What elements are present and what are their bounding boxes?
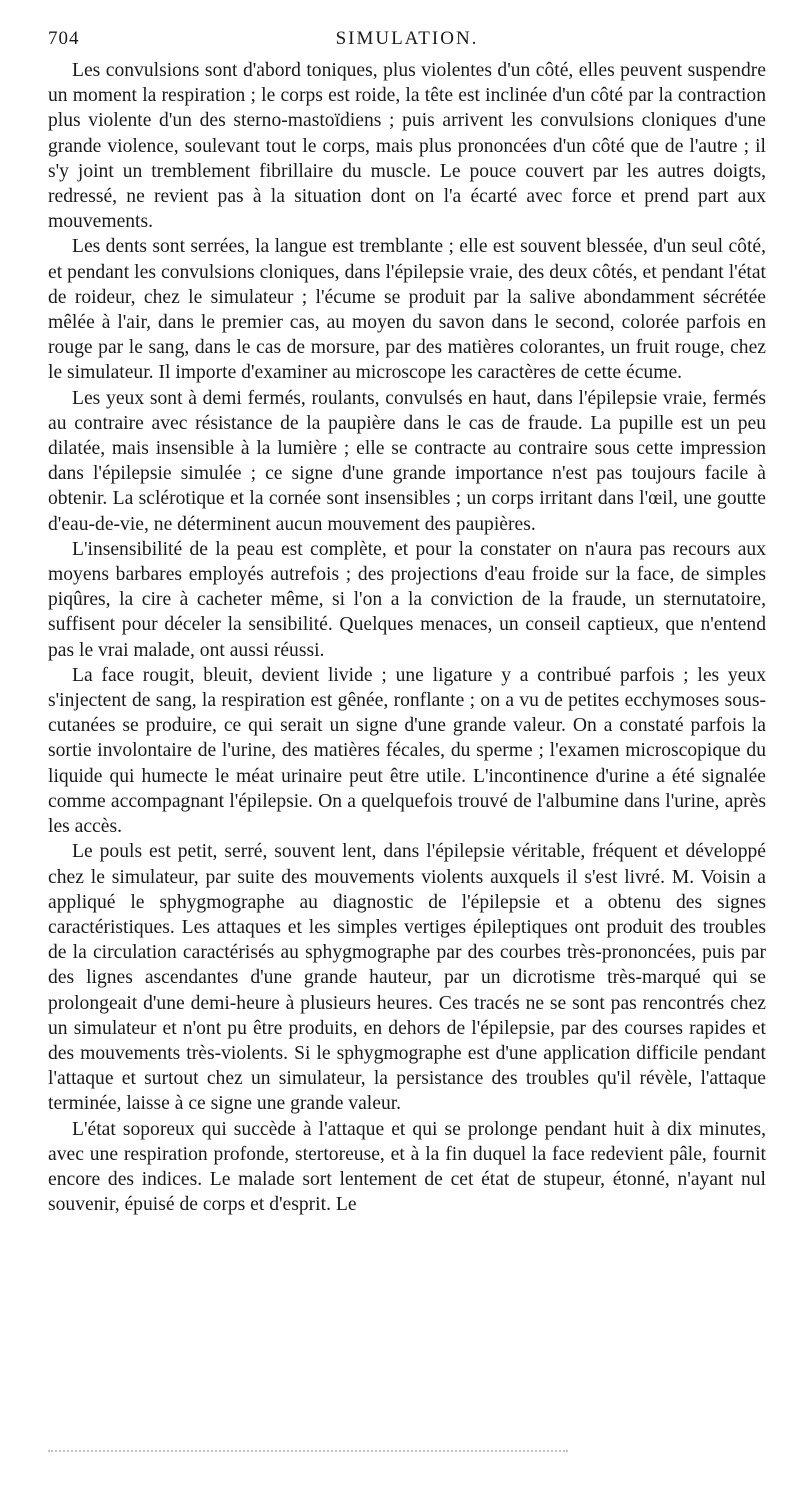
paragraph-teeth-tongue: Les dents sont serrées, la langue est tremblante ; elle est souvent blessée, d'un seul côté, et pendant les convulsions cloniques, dans l'épilepsie vraie, des deux côtés, et pendant l'état de roideur, chez le simulateur ; l'écume se produit par la salive abondamment sécrétée mêlée à l'air, dans le premier cas, au moyen du savon dans le second, colorée parfois en rouge par le sang, dans le cas de morsure, par des matières colorantes, un fruit rouge, chez le simulateur. Il importe d'examiner au microscope les caractères de cette écume. xyxy=(48,236,766,384)
paragraph-face-discharges: La face rougit, bleuit, devient livide ; une ligature y a contribué parfois ; les yeux s'injectent de sang, la respiration est gênée, ronflante ; on a vu de petites ecchymoses sous-cutanées se produire, ce qui serait un signe d'une grande valeur. On a constaté parfois la sortie involontaire de l'urine, des matières fécales, du sperme ; l'examen microscopique du liquide qui humecte le méat urinaire peut être utile. L'incontinence d'urine a été signalée comme accompagnant l'épilepsie. On a quelquefois trouvé de l'albumine dans l'urine, après les accès. xyxy=(48,664,766,838)
page-number: 704 xyxy=(48,28,80,49)
body-text xyxy=(48,58,766,1217)
bottom-print-artifact xyxy=(48,1450,568,1454)
paragraph-eyes-pupil: Les yeux sont à demi fermés, roulants, convulsés en haut, dans l'épilepsie vraie, fermés au contraire avec résistance de la paupière dans le cas de fraude. La pupille est un peu dilatée, mais insensible à la lumière ; elle se contracte au contraire sous cette impression dans l'épilepsie simulée ; ce signe d'une grande importance n'est pas toujours facile à obtenir. La sclérotique et la cornée sont insensibles ; un corps irritant dans l'œil, une goutte d'eau-de-vie, ne déterminent aucun mouvement des paupières. xyxy=(48,387,766,535)
running-title: SIMULATION. xyxy=(335,28,479,49)
paragraph-soporous-state: L'état soporeux qui succède à l'attaque et qui se prolonge pendant huit à dix minutes, avec une respiration profonde, stertoreuse, et à la fin duquel la face redevient pâle, fournit encore des indices. Le malade sort lentement de cet état de stupeur, étonné, n'ayant nul souvenir, épuisé de corps et d'esprit. Le xyxy=(48,1118,766,1216)
book-page xyxy=(48,28,766,1217)
paragraph-tonic-convulsions: Les convulsions sont d'abord toniques, plus violentes d'un côté, elles peuvent suspendre un moment la respiration ; le corps est roide, la tête est inclinée d'un côté par la contraction plus violente d'un des sterno-mastoïdiens ; puis arrivent les convulsions cloniques d'une grande violence, soulevant tout le corps, mais plus prononcées d'un côté que de l'autre ; il s'y joint un tremblement fibrillaire du muscle. Le pouce couvert par les autres doigts, redressé, ne revient pas à la situation dont on l'a écarté avec force et prend part aux mouvements. xyxy=(48,60,766,233)
paragraph-pulse-sphygmograph: Le pouls est petit, serré, souvent lent, dans l'épilepsie véritable, fréquent et développé chez le simulateur, par suite des mouvements violents auxquels il s'est livré. M. Voisin a appliqué le sphygmographe au diagnostic de l'épilepsie et a obtenu des signes caractéristiques. Les attaques et les simples vertiges épileptiques ont produit des troubles de la circulation caractérisés au sphygmographe par des courbes très-prononcées, puis par des lignes ascendantes d'une grande hauteur, par un dicrotisme très-marqué qui se prolongeait d'une demi-heure à plusieurs heures. Ces tracés ne se sont pas rencontrés chez un simulateur et n'ont pu être produits, en dehors de l'épilepsie, par des courses rapides et des mouvements très-violents. Si le sphygmographe est d'une application difficile pendant l'attaque et surtout chez un simulateur, la persistance des troubles qu'il révèle, l'attaque terminée, laisse à ce signe une grande valeur. xyxy=(48,841,766,1115)
paragraph-skin-insensibility: L'insensibilité de la peau est complète, et pour la constater on n'aura pas recours aux moyens barbares employés autrefois ; des projections d'eau froide sur la face, de simples piqûres, la cire à cacheter même, si l'on a la conviction de la fraude, un sternutatoire, suffisent pour déceler la sensibilité. Quelques menaces, un conseil captieux, que n'entend pas le vrai malade, ont aussi réussi. xyxy=(48,538,766,661)
page-header xyxy=(48,28,766,58)
